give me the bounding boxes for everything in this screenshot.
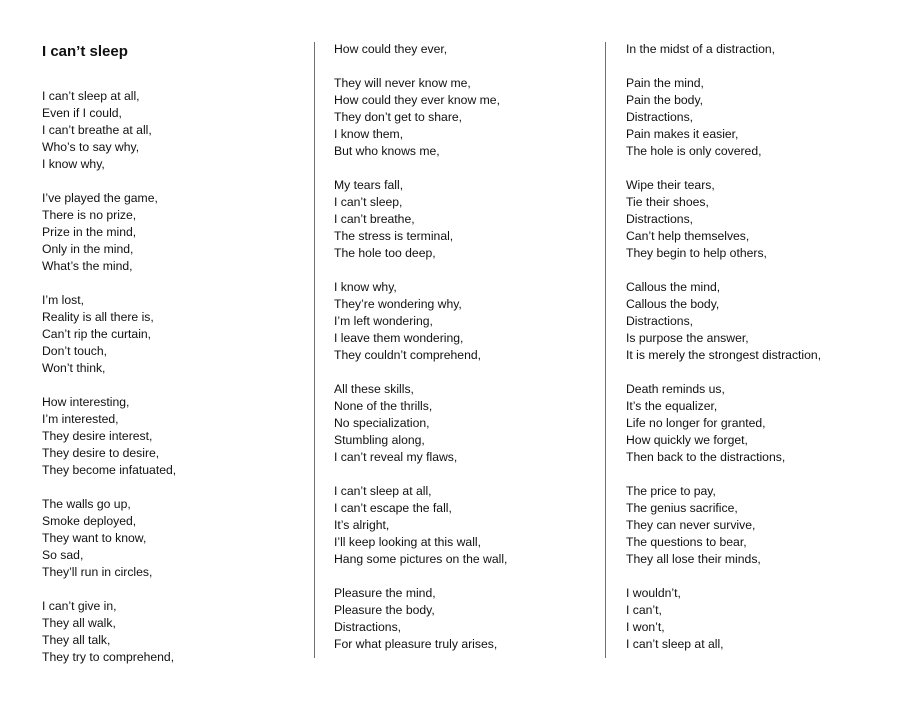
column-1-stanzas [42, 88, 302, 666]
stanza [42, 190, 302, 275]
poem-line: I can’t sleep, [334, 195, 403, 209]
stanza [626, 279, 896, 364]
poem-line: Distractions, [334, 620, 402, 634]
poem-line: I know why, [42, 157, 105, 171]
stanza [334, 279, 594, 364]
poem-line: They all lose their minds, [626, 552, 761, 566]
poem-line: I can’t sleep at all, [334, 484, 432, 498]
poem-line: Pain the body, [626, 93, 704, 107]
stanza [42, 292, 302, 377]
stanza [42, 394, 302, 479]
column-divider-1 [314, 42, 315, 658]
poem-line: Prize in the mind, [42, 225, 137, 239]
poem-line: None of the thrills, [334, 399, 433, 413]
poem-line: Pleasure the mind, [334, 586, 436, 600]
poem-line: I know why, [334, 280, 397, 294]
poem-line: Life no longer for granted, [626, 416, 766, 430]
poem-line: I won’t, [626, 620, 665, 634]
stanza [626, 75, 896, 160]
poem-line: Who’s to say why, [42, 140, 140, 154]
stanza [42, 598, 302, 666]
poem-line: They’re wondering why, [334, 297, 462, 311]
stanza [626, 585, 896, 653]
stanza [626, 381, 896, 466]
poem-line: I can’t escape the fall, [334, 501, 452, 515]
stanza [334, 483, 594, 568]
poem-line: The questions to bear, [626, 535, 747, 549]
poem-line: I can’t breathe, [334, 212, 415, 226]
poem-line: The genius sacrifice, [626, 501, 738, 515]
stanza [626, 483, 896, 568]
poem-line: What’s the mind, [42, 259, 133, 273]
poem-line: It’s the equalizer, [626, 399, 718, 413]
poem-line: The hole too deep, [334, 246, 436, 260]
poem-line: Death reminds us, [626, 382, 725, 396]
poem-line: They begin to help others, [626, 246, 767, 260]
poem-line: They couldn’t comprehend, [334, 348, 482, 362]
poem-line: Don’t touch, [42, 344, 108, 358]
column-3-stanzas [626, 41, 896, 653]
stanza [334, 585, 594, 653]
poem-line: Distractions, [626, 314, 694, 328]
poem-line: I can’t give in, [42, 599, 117, 613]
poem-line: I wouldn’t, [626, 586, 681, 600]
poem-line: They will never know me, [334, 76, 471, 90]
poem-line: In the midst of a distraction, [626, 42, 776, 56]
poem-line: Tie their shoes, [626, 195, 709, 209]
poem-line: Distractions, [626, 110, 694, 124]
stanza [42, 88, 302, 173]
poem-line: Callous the mind, [626, 280, 721, 294]
poem-column-2 [334, 41, 594, 670]
poem-line: The hole is only covered, [626, 144, 762, 158]
column-divider-2 [605, 42, 606, 658]
poem-line: My tears fall, [334, 178, 404, 192]
stanza [334, 75, 594, 160]
poem-line: All these skills, [334, 382, 414, 396]
poem-line: They try to comprehend, [42, 650, 175, 664]
stanza [626, 41, 896, 58]
poem-line: I know them, [334, 127, 404, 141]
poem-line: I’m left wondering, [334, 314, 433, 328]
column-2-stanzas [334, 41, 594, 653]
poem-line: They’ll run in circles, [42, 565, 153, 579]
poem-line: The stress is terminal, [334, 229, 454, 243]
poem-line: How could they ever know me, [334, 93, 500, 107]
poem-line: Hang some pictures on the wall, [334, 552, 508, 566]
poem-line: They can never survive, [626, 518, 756, 532]
poem-line: Pain makes it easier, [626, 127, 739, 141]
stanza [42, 496, 302, 581]
poem-line: No specialization, [334, 416, 430, 430]
poem-line: I can’t sleep at all, [626, 637, 724, 651]
poem-line: Stumbling along, [334, 433, 425, 447]
poem-line: Reality is all there is, [42, 310, 154, 324]
poem-column-3 [626, 41, 896, 670]
poem-line: I’m lost, [42, 293, 84, 307]
poem-column-1 [42, 42, 302, 683]
poem-line: I can’t sleep at all, [42, 89, 140, 103]
poem-line: They desire interest, [42, 429, 153, 443]
poem-line: The walls go up, [42, 497, 131, 511]
poem-line: It is merely the strongest distraction, [626, 348, 822, 362]
poem-line: I can’t breathe at all, [42, 123, 152, 137]
poem-line: Pleasure the body, [334, 603, 435, 617]
poem-line: Wipe their tears, [626, 178, 715, 192]
poem-line: But who knows me, [334, 144, 440, 158]
poem-line: Smoke deployed, [42, 514, 137, 528]
stanza [334, 41, 594, 58]
poem-line: They want to know, [42, 531, 147, 545]
poem-line: Then back to the distractions, [626, 450, 786, 464]
poem-line: I can’t, [626, 603, 662, 617]
poem-line: They all talk, [42, 633, 111, 647]
poem-line: Distractions, [626, 212, 694, 226]
poem-line: Can’t help themselves, [626, 229, 750, 243]
poem-line: Won’t think, [42, 361, 106, 375]
poem-line: Is purpose the answer, [626, 331, 749, 345]
poem-line: Only in the mind, [42, 242, 134, 256]
poem-line: They all walk, [42, 616, 116, 630]
poem-line: How interesting, [42, 395, 130, 409]
stanza [334, 381, 594, 466]
poem-line: I leave them wondering, [334, 331, 464, 345]
poem-line: I’m interested, [42, 412, 119, 426]
poem-line: How could they ever, [334, 42, 448, 56]
poem-line: There is no prize, [42, 208, 137, 222]
poem-line: They desire to desire, [42, 446, 160, 460]
poem-line: Can’t rip the curtain, [42, 327, 152, 341]
poem-line: It’s alright, [334, 518, 390, 532]
poem-line: For what pleasure truly arises, [334, 637, 498, 651]
stanza [626, 177, 896, 262]
stanza [334, 177, 594, 262]
poem-line: Pain the mind, [626, 76, 704, 90]
poem-line: So sad, [42, 548, 84, 562]
poem-line: I can’t reveal my flaws, [334, 450, 458, 464]
poem-line: Callous the body, [626, 297, 720, 311]
poem-line: I’ve played the game, [42, 191, 158, 205]
poem-line: Even if I could, [42, 106, 122, 120]
poem-title: I can’t sleep [42, 43, 128, 60]
poem-line: I’ll keep looking at this wall, [334, 535, 481, 549]
poem-line: They don’t get to share, [334, 110, 463, 124]
poem-line: The price to pay, [626, 484, 716, 498]
poem-line: How quickly we forget, [626, 433, 748, 447]
poem-line: They become infatuated, [42, 463, 177, 477]
